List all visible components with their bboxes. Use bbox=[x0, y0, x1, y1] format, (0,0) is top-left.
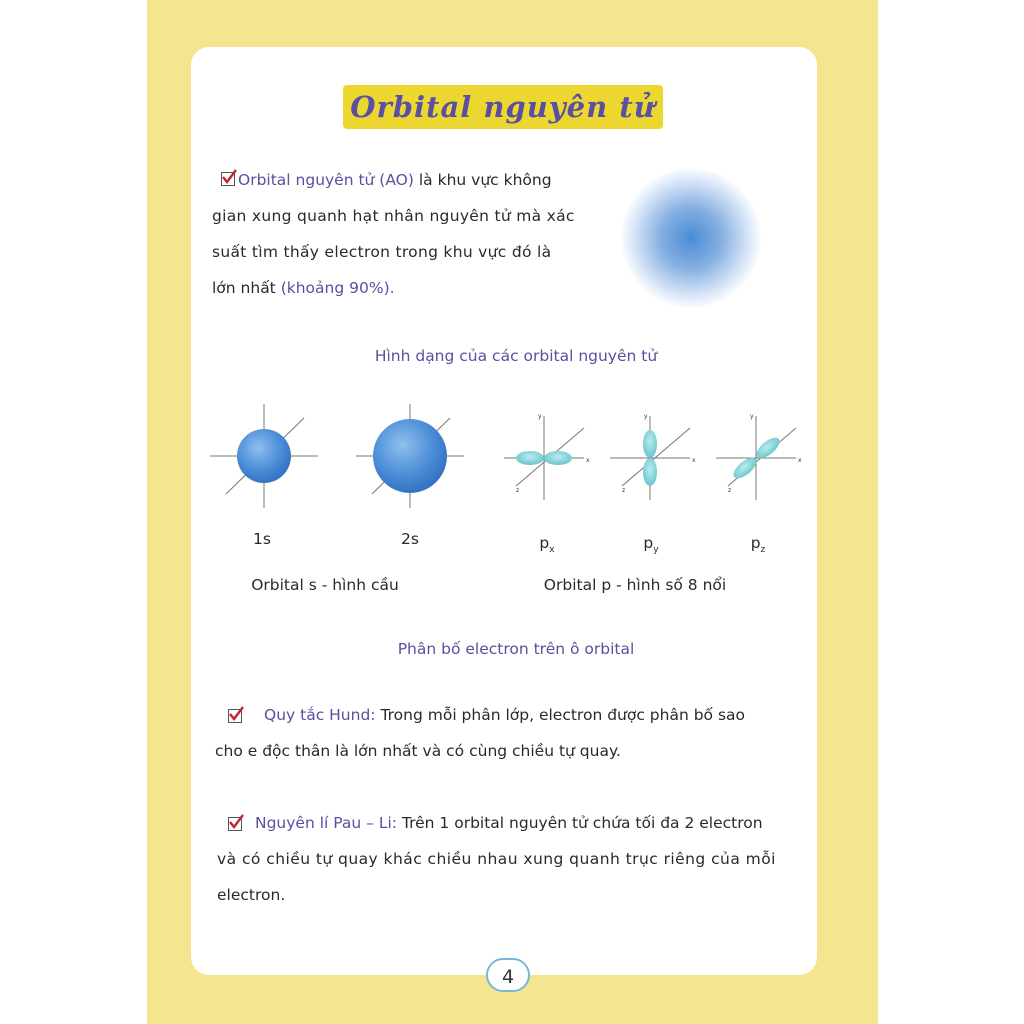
label-pz-sub: z bbox=[760, 545, 766, 556]
orbital-px-diagram bbox=[500, 408, 596, 504]
intro-line-4 bbox=[212, 270, 395, 306]
pauli-line-1-text: Trên 1 orbital nguyên tử chứa tối đa 2 electron bbox=[397, 814, 763, 832]
page-number: 4 bbox=[486, 958, 530, 992]
axis-z-label: z bbox=[622, 487, 626, 494]
label-pz-base: p bbox=[750, 534, 761, 552]
label-px-base: p bbox=[539, 534, 550, 552]
hund-term: Quy tắc Hund: bbox=[264, 706, 376, 724]
label-py-base: p bbox=[643, 534, 654, 552]
orbital-pz-diagram bbox=[712, 408, 808, 504]
electron-cloud-image bbox=[621, 168, 761, 308]
pauli-line-2: và có chiều tự quay khác chiều nhau xung quanh trục riêng của mỗi bbox=[217, 850, 776, 868]
axis-y-label: y bbox=[538, 413, 542, 420]
orbital-2s-diagram bbox=[354, 400, 466, 512]
label-pz bbox=[738, 534, 778, 555]
hund-line-1 bbox=[264, 697, 745, 733]
pauli-term: Nguyên lí Pau – Li: bbox=[255, 814, 397, 832]
pauli-line-1 bbox=[255, 805, 763, 841]
axis-z-label: z bbox=[728, 487, 732, 494]
label-py bbox=[631, 534, 671, 555]
shapes-heading: Hình dạng của các orbital nguyên tử bbox=[374, 347, 658, 365]
label-px bbox=[527, 534, 567, 555]
label-px-sub: x bbox=[549, 545, 555, 556]
label-2s: 2s bbox=[401, 530, 419, 548]
axis-z-label: z bbox=[516, 487, 520, 494]
s-orbital-caption: Orbital s - hình cầu bbox=[251, 576, 399, 594]
intro-line-1-text: là khu vực không bbox=[413, 171, 552, 189]
intro-line-3: suất tìm thấy electron trong khu vực đó là bbox=[212, 243, 552, 261]
intro-line-2: gian xung quanh hạt nhân nguyên tử mà xác bbox=[212, 207, 575, 225]
page-title: Orbital nguyên tử bbox=[350, 90, 656, 124]
axis-y-label: y bbox=[750, 413, 754, 420]
label-py-sub: y bbox=[653, 545, 659, 556]
distribution-heading: Phân bố electron trên ô orbital bbox=[397, 640, 635, 658]
checkbox-icon bbox=[228, 817, 242, 831]
checkbox-icon bbox=[228, 709, 242, 723]
intro-line-4-text: lớn nhất bbox=[212, 279, 281, 297]
hund-line-2: cho e độc thân là lớn nhất và có cùng chiều tự quay. bbox=[215, 742, 621, 760]
p-orbital-caption: Orbital p - hình số 8 nổi bbox=[543, 576, 727, 594]
intro-percentage: (khoảng 90%). bbox=[280, 279, 395, 297]
axis-x-label: x bbox=[798, 457, 802, 464]
label-1s: 1s bbox=[253, 530, 271, 548]
axis-x-label: x bbox=[586, 457, 590, 464]
intro-term: Orbital nguyên tử (AO) bbox=[238, 171, 414, 189]
pauli-line-3: electron. bbox=[217, 886, 286, 904]
hund-line-1-text: Trong mỗi phân lớp, electron được phân bố sao bbox=[375, 706, 746, 724]
axis-x-label: x bbox=[692, 457, 696, 464]
orbital-py-diagram bbox=[606, 408, 702, 504]
axis-y-label: y bbox=[644, 413, 648, 420]
intro-line-1 bbox=[238, 162, 552, 198]
orbital-1s-diagram bbox=[208, 400, 320, 512]
checkbox-icon bbox=[221, 172, 235, 186]
